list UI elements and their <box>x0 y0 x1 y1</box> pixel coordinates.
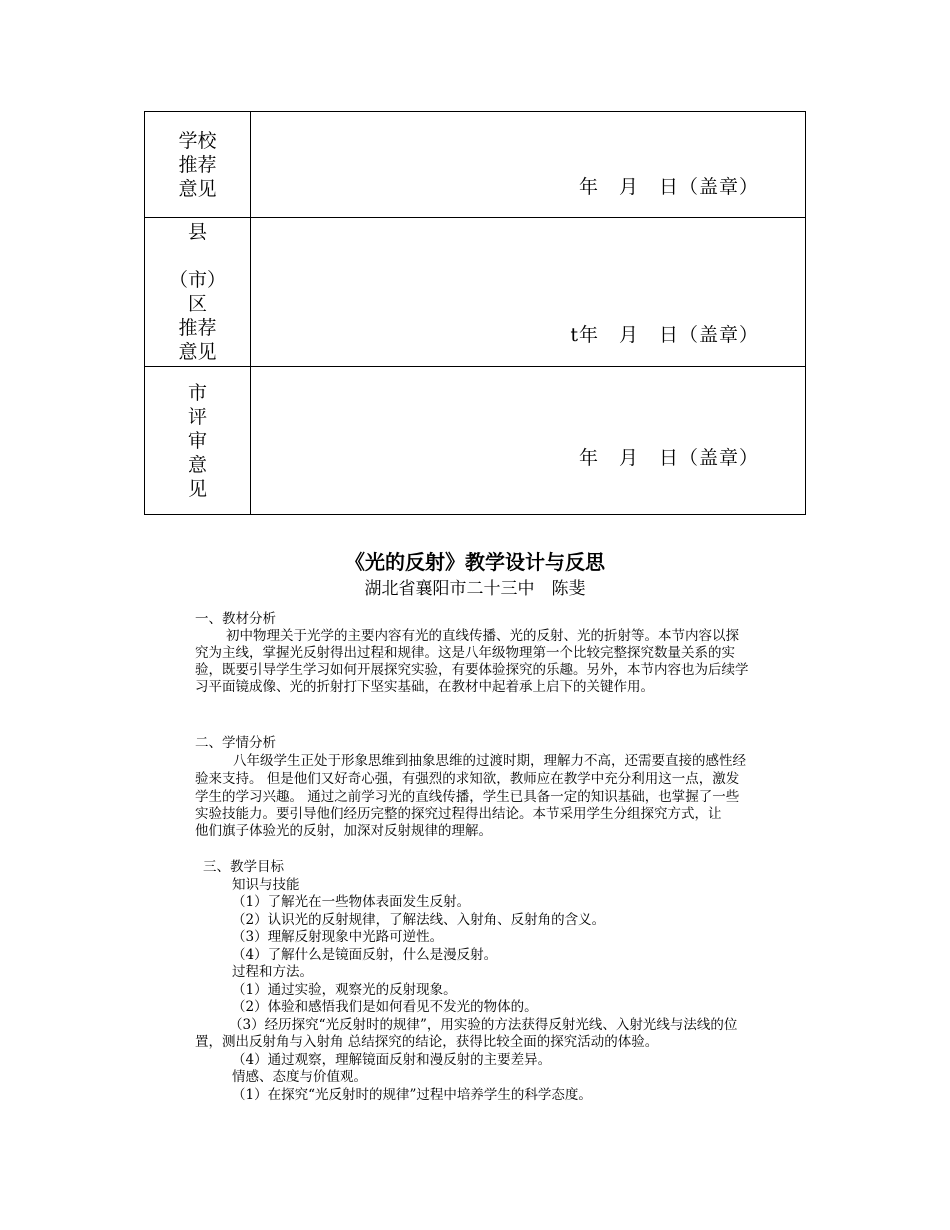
city-review-row <box>145 367 806 515</box>
paragraph-line: 实验技能力。要引导他们经历完整的探究过程得出结论。本节采用学生分组探究方式，让 <box>195 806 722 822</box>
school-recommendation-content <box>251 112 806 218</box>
paragraph-line: 初中物理关于光学的主要内容有光的直线传播、光的反射、光的折射等。本节内容以探 <box>226 628 739 644</box>
date-stamp-line: 年 月 日（盖章） <box>578 447 759 469</box>
list-item: （1）了解光在一些物体表面发生反射。 <box>232 894 471 910</box>
label-spacer <box>145 244 250 268</box>
list-item: （4）通过观察，理解镜面反射和漫反射的主要差异。 <box>232 1052 552 1068</box>
paragraph-line: 究为主线，掌握光反射得出过程和规律。这是八年级物理第一个比较完整探究数量关系的实 <box>195 645 735 661</box>
label-line: 县 <box>187 221 207 243</box>
list-item: （3）经历探究“光反射时的规律”，用实验的方法获得反射光线、入射光线与法线的位 <box>229 1017 738 1033</box>
paragraph-line: 习平面镜成像、光的折射打下坚实基础，在教材中起着承上启下的关键作用。 <box>195 679 654 695</box>
paragraph-line: 验来支持。 但是他们又好奇心强，有强烈的求知欲，教师应在教学中充分利用这一点，激发 <box>195 771 740 787</box>
paragraph-line: 学生的学习兴趣。 通过之前学习光的直线传播，学生已具备一定的知识基础，也掌握了一些 <box>195 789 740 805</box>
section-heading: 二、学情分析 <box>195 735 276 751</box>
list-item: 置，测出反射角与入射角 总结探究的结论，获得比较全面的探究活动的体验。 <box>195 1034 659 1050</box>
label-line: （市） <box>168 269 226 291</box>
date-stamp-line: t年 月 日（盖章） <box>570 324 759 346</box>
subsection-heading: 知识与技能 <box>232 877 300 893</box>
recommendation-form-table <box>144 111 806 515</box>
label-line: 见 <box>187 477 207 500</box>
county-recommendation-content <box>251 218 806 367</box>
label-line: 区 <box>187 293 207 315</box>
school-recommendation-label <box>145 112 251 218</box>
list-item: （1）在探究“光反射时的规律”过程中培养学生的科学态度。 <box>232 1087 592 1103</box>
article-author: 湖北省襄阳市二十三中 陈斐 <box>364 579 586 599</box>
county-recommendation-label <box>145 218 251 367</box>
label-line: 审 <box>187 429 207 452</box>
section-heading: 三、教学目标 <box>203 859 284 875</box>
subsection-heading: 过程和方法。 <box>232 964 313 980</box>
label-line: 意见 <box>178 177 217 200</box>
city-review-label <box>145 367 251 515</box>
label-line: 推荐 <box>178 317 217 339</box>
list-item: （4）了解什么是镜面反射，什么是漫反射。 <box>232 947 498 963</box>
section-heading: 一、教材分析 <box>195 611 276 627</box>
date-stamp-line: 年 月 日（盖章） <box>578 176 759 198</box>
label-line: 评 <box>187 405 207 428</box>
subsection-heading: 情感、态度与价值观。 <box>232 1069 367 1085</box>
label-line: 学校 <box>178 129 217 152</box>
label-line: 意见 <box>178 341 217 363</box>
paragraph-line: 八年级学生正处于形象思维到抽象思维的过渡时期，理解力不高，还需要直接的感性经 <box>233 753 746 769</box>
label-line: 推荐 <box>178 153 217 176</box>
city-review-content <box>251 367 806 515</box>
paragraph-line: 验，既要引导学生学习如何开展探究实验，有要体验探究的乐趣。另外，本节内容也为后续学 <box>195 662 749 678</box>
list-item: （1）通过实验，观察光的反射现象。 <box>232 982 457 998</box>
paragraph-line: 他们旗子体验光的反射，加深对反射规律的理解。 <box>195 823 492 839</box>
list-item: （2）体验和感悟我们是如何看见不发光的物体的。 <box>232 999 538 1015</box>
label-line: 意 <box>187 453 207 476</box>
list-item: （2）认识光的反射规律，了解法线、入射角、反射角的含义。 <box>232 912 606 928</box>
label-line: 市 <box>187 381 207 404</box>
list-item: （3）理解反射现象中光路可逆性。 <box>232 929 444 945</box>
county-recommendation-row <box>145 218 806 367</box>
article-title: 《光的反射》教学设计与反思 <box>345 550 605 574</box>
school-recommendation-row <box>145 112 806 218</box>
